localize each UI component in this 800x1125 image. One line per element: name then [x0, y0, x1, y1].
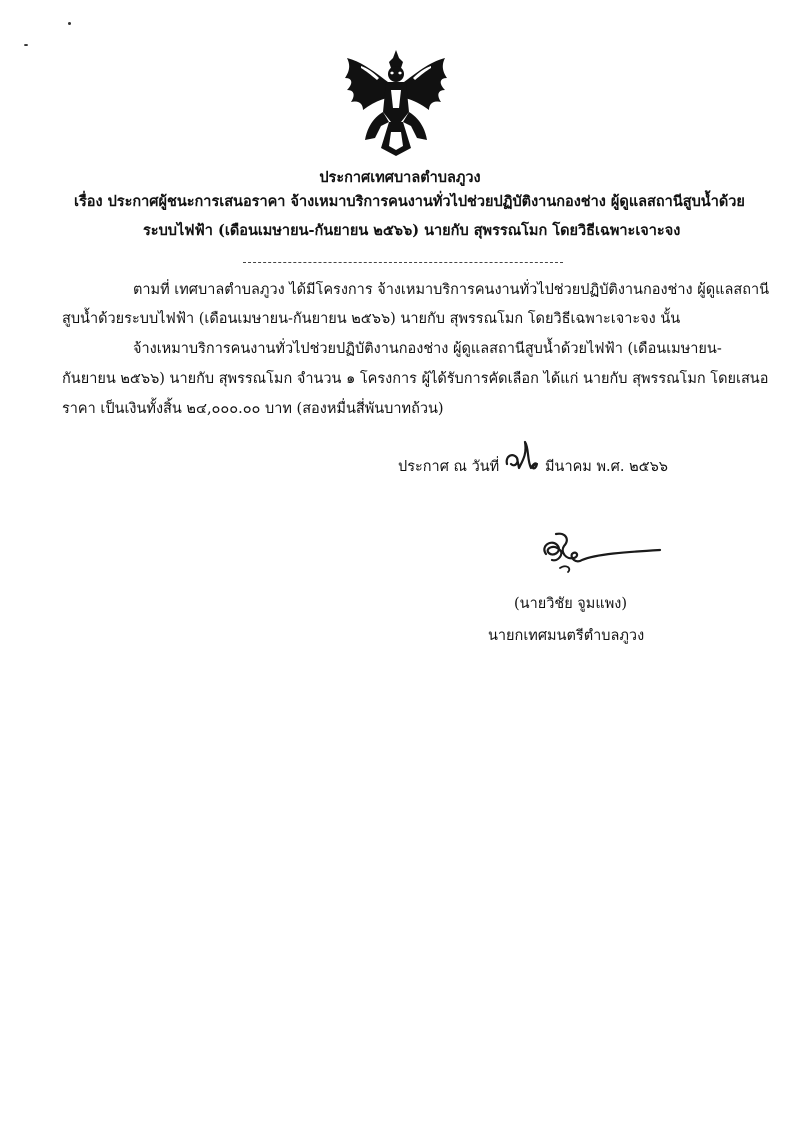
organization-title: ประกาศเทศบาลตำบลภูวง [319, 169, 481, 186]
signatory-position: นายกเทศมนตรีตำบลภูวง [488, 628, 645, 644]
garuda-emblem [341, 48, 451, 158]
announcement-prefix: ประกาศ ณ วันที่ [398, 459, 500, 475]
paragraph-1-line-2: สูบน้ำด้วยระบบไฟฟ้า (เดือนเมษายน-กันยายน ๒๕๖๖) นายกับ สุพรรณโมก โดยวิธีเฉพาะเจาะจง นั้น [62, 311, 681, 327]
signature [536, 524, 666, 579]
paragraph-2-line-3: ราคา เป็นเงินทั้งสิ้น ๒๔,๐๐๐.๐๐ บาท (สองหมื่นสี่พันบาทถ้วน) [62, 401, 444, 417]
paragraph-2-line-1: จ้างเหมาบริการคนงานทั่วไปช่วยปฏิบัติงานกองช่าง ผู้ดูแลสถานีสูบน้ำด้วยไฟฟ้า (เดือนเมษายน- [133, 341, 722, 357]
header-divider [243, 262, 563, 263]
paragraph-2-line-2: กันยายน ๒๕๖๖) นายกับ สุพรรณโมก จำนวน ๑ โครงการ ผู้ได้รับการคัดเลือก ได้แก่ นายกับ สุพรรณโมก โดยเสนอ [62, 371, 769, 387]
handwritten-day [503, 434, 545, 474]
subject-line-1: เรื่อง ประกาศผู้ชนะการเสนอราคา จ้างเหมาบริการคนงานทั่วไปช่วยปฏิบัติงานกองช่าง ผู้ดูแลสถานีสูบน้ำด้วย [74, 193, 745, 210]
subject-line-2: ระบบไฟฟ้า (เดือนเมษายน-กันยายน ๒๕๖๖) นายกับ สุพรรณโมก โดยวิธีเฉพาะเจาะจง [143, 222, 681, 239]
scan-speck [24, 44, 28, 46]
scan-speck [68, 22, 71, 25]
announcement-suffix: มีนาคม พ.ศ. ๒๕๖๖ [545, 459, 669, 475]
paragraph-1-line-1: ตามที่ เทศบาลตำบลภูวง ได้มีโครงการ จ้างเหมาบริการคนงานทั่วไปช่วยปฏิบัติงานกองช่าง ผู้ดูแลสถานี [133, 282, 770, 298]
signatory-name: (นายวิชัย จูมแพง) [514, 596, 627, 612]
